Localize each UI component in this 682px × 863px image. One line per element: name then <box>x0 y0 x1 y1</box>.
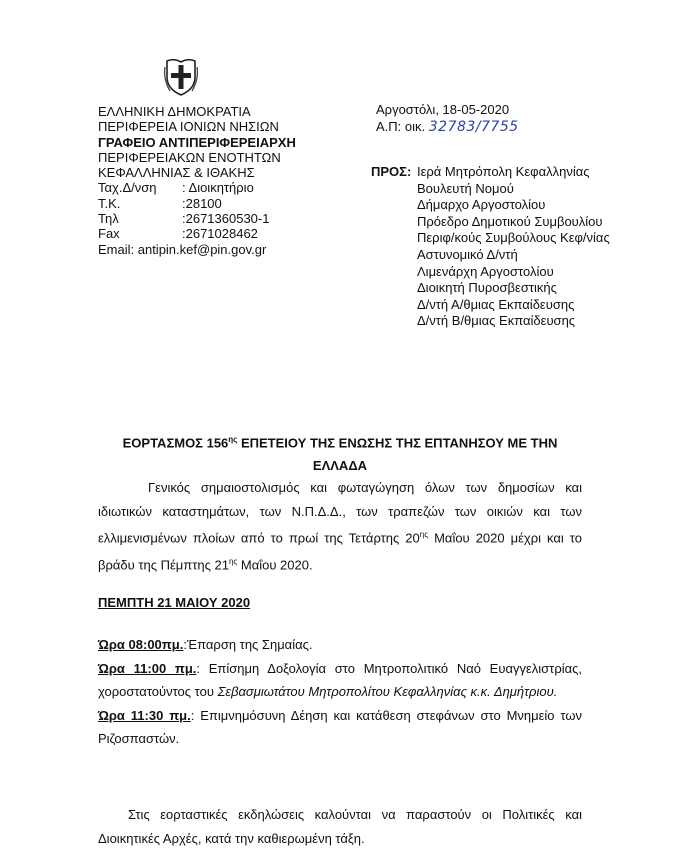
phone-row <box>98 211 296 226</box>
event-time: Ώρα 11:00 πμ. <box>98 660 197 676</box>
recipient-item: Περιφ/κούς Συμβούλους Κεφ/νίας <box>417 230 610 246</box>
events-list <box>98 633 582 751</box>
intro-text: Μαΐου 2020. <box>237 557 313 573</box>
fax-value: :2671028462 <box>182 226 258 242</box>
document-title <box>60 428 620 477</box>
event-italic: Σεβασμιωτάτου Μητροπολίτου Κεφαλληνίας κ.κ. Δημήτριου. <box>217 684 558 700</box>
address-row <box>98 180 296 195</box>
intro-paragraph <box>98 476 582 577</box>
address-value: : Διοικητήριο <box>182 180 254 196</box>
email-line: Email: antipin.kef@pin.gov.gr <box>98 241 267 257</box>
title-line-2: ΕΛΛΑΔΑ <box>312 458 368 474</box>
sender-line: ΚΕΦΑΛΛΗΝΙΑΣ & ΙΘΑΚΗΣ <box>98 165 255 181</box>
postcode-row <box>98 196 296 211</box>
day-heading: ΠΕΜΠΤΗ 21 ΜΑΙΟΥ 2020 <box>98 595 251 610</box>
phone-label: Τηλ <box>98 211 119 227</box>
title-line-1 <box>60 428 620 454</box>
fax-row <box>98 226 296 241</box>
place-date: Αργοστόλι, 18-05-2020 <box>376 102 510 117</box>
recipient-item: Διοικητή Πυροσβεστικής <box>417 280 557 296</box>
closing-text: Στις εορταστικές εκδηλώσεις καλούνται να παραστούν οι Πολιτικές και Διοικητικές Αρχές, κατά την καθιερωμένη τάξη. <box>98 807 582 846</box>
sender-line: ΠΕΡΙΦΕΡΕΙΑ ΙΟΝΙΩΝ ΝΗΣΙΩΝ <box>98 119 279 135</box>
sender-line: ΠΕΡΙΦΕΡΕΙΑΚΩΝ ΕΝΟΤΗΤΩΝ <box>98 149 281 165</box>
recipient-item: Βουλευτή Νομού <box>417 180 514 196</box>
recipient-item: Δήμαρχο Αργοστολίου <box>417 197 546 213</box>
sender-office: ΓΡΑΦΕΙΟ ΑΝΤΙΠΕΡΙΦΕΡΕΙΑΡΧΗ <box>98 134 296 150</box>
event-item <box>98 633 582 657</box>
postcode-value: :28100 <box>182 195 222 211</box>
address-label: Ταχ.Δ/νση <box>98 180 157 196</box>
recipient-item: Πρόεδρο Δημοτικού Συμβουλίου <box>417 213 603 229</box>
event-text: : Επίσημη Δοξολογία στο Μητροπολιτικό Ναό Ευαγγελιστρίας, χοροστατούντος του <box>98 660 582 700</box>
event-time: Ώρα 08:00πμ. <box>98 637 184 652</box>
event-time: Ώρα 11:30 πμ. <box>98 707 191 723</box>
event-item <box>98 704 582 751</box>
protocol-handwritten: 32783/7755 <box>428 119 519 135</box>
title-text: ΕΟΡΤΑΣΜΟΣ 156 <box>122 435 229 451</box>
recipients-list <box>417 164 610 330</box>
event-text: :Έπαρση της Σημαίας. <box>183 637 313 652</box>
postcode-label: Τ.Κ. <box>98 195 121 211</box>
greek-coat-of-arms-icon <box>164 57 198 97</box>
intro-text: Μαΐου 2020 μέχρι και το βράδυ της Πέμπτης 21 <box>98 530 582 573</box>
recipient-item: Λιμενάρχη Αργοστολίου <box>417 263 554 279</box>
title-text: ΕΠΕΤΕΙΟΥ ΤΗΣ ΕΝΩΣΗΣ ΤΗΣ ΕΠΤΑΝΗΣΟΥ ΜΕ ΤΗΝ <box>237 435 558 451</box>
recipient-item: Δ/ντή Α/θμιας Εκπαίδευσης <box>417 296 575 312</box>
recipients-block <box>371 164 610 329</box>
protocol-label: Α.Π: οικ. <box>376 119 426 134</box>
intro-sup: ης <box>228 556 238 566</box>
sender-block <box>98 104 296 257</box>
intro-sup: ης <box>419 530 429 539</box>
event-text: : Επιμνημόσυνη Δέηση και κατάθεση στεφάνων στο Μνημείο των Ριζοσπαστών. <box>98 707 583 747</box>
protocol-number <box>376 118 519 136</box>
recipient-item: Δ/ντή Β/θμιας Εκπαίδευσης <box>417 313 576 329</box>
intro-text: Γενικός σημαιοστολισμός και φωταγώγηση όλων των δημοσίων και ιδιωτικών καταστημάτων, των Ν.Π.Δ.Δ., των τραπεζών των οικιών και των ελλιμενισμένων πλοίων από το πρωί της Τετάρτης 20 <box>98 480 582 546</box>
document-meta <box>376 101 519 136</box>
recipients-label: ΠΡΟΣ: <box>371 164 412 179</box>
title-sup: ης <box>228 435 238 444</box>
closing-paragraph <box>98 803 582 851</box>
recipient-item: Αστυνομικό Δ/ντή <box>417 246 518 262</box>
recipient-item: Ιερά Μητρόπολη Κεφαλληνίας <box>417 164 590 179</box>
phone-value: :2671360530-1 <box>182 211 270 227</box>
event-item <box>98 657 582 704</box>
sender-line: ΕΛΛΗΝΙΚΗ ΔΗΜΟΚΡΑΤΙΑ <box>98 104 251 119</box>
fax-label: Fax <box>98 226 120 242</box>
